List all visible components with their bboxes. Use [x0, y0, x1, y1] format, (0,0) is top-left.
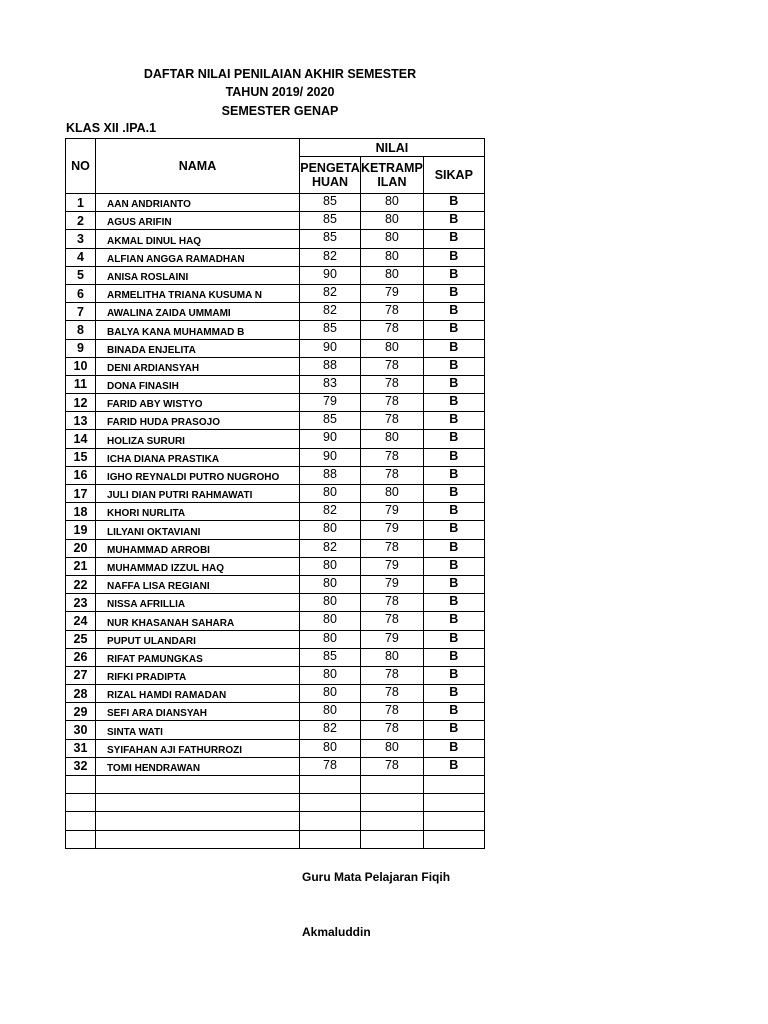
score-pengetahuan: 85 — [300, 648, 361, 666]
student-name: AWALINA ZAIDA UMMAMI — [96, 303, 300, 321]
table-row — [66, 321, 485, 339]
column-header-nama: NAMA — [96, 139, 300, 194]
empty-cell — [361, 776, 424, 794]
row-number: 30 — [66, 721, 96, 739]
empty-cell — [423, 812, 484, 830]
student-name: LILYANI OKTAVIANI — [96, 521, 300, 539]
student-name: BALYA KANA MUHAMMAD B — [96, 321, 300, 339]
empty-cell — [423, 794, 484, 812]
student-name: SEFI ARA DIANSYAH — [96, 703, 300, 721]
score-ketrampilan: 78 — [361, 412, 424, 430]
score-ketrampilan: 78 — [361, 303, 424, 321]
score-pengetahuan: 85 — [300, 412, 361, 430]
score-sikap: B — [423, 466, 484, 484]
document-year: TAHUN 2019/ 2020 — [225, 85, 335, 99]
score-ketrampilan: 80 — [361, 266, 424, 284]
table-row — [66, 521, 485, 539]
row-number: 19 — [66, 521, 96, 539]
score-pengetahuan: 80 — [300, 485, 361, 503]
student-name: RIFAT PAMUNGKAS — [96, 648, 300, 666]
empty-row — [66, 776, 485, 794]
score-pengetahuan: 82 — [300, 284, 361, 302]
score-sikap: B — [423, 594, 484, 612]
score-sikap: B — [423, 612, 484, 630]
score-sikap: B — [423, 739, 484, 757]
table-row — [66, 284, 485, 302]
document-title: DAFTAR NILAI PENILAIAN AKHIR SEMESTER — [143, 67, 417, 81]
score-ketrampilan: 80 — [361, 485, 424, 503]
score-ketrampilan: 78 — [361, 703, 424, 721]
score-pengetahuan: 90 — [300, 448, 361, 466]
row-number: 22 — [66, 575, 96, 593]
empty-cell — [66, 794, 96, 812]
student-name: BINADA ENJELITA — [96, 339, 300, 357]
table-row — [66, 339, 485, 357]
score-pengetahuan: 80 — [300, 666, 361, 684]
student-name: SYIFAHAN AJI FATHURROZI — [96, 739, 300, 757]
row-number: 12 — [66, 394, 96, 412]
score-sikap: B — [423, 503, 484, 521]
score-ketrampilan: 78 — [361, 594, 424, 612]
score-sikap: B — [423, 685, 484, 703]
table-row — [66, 721, 485, 739]
empty-cell — [300, 830, 361, 848]
empty-cell — [300, 794, 361, 812]
student-name: ARMELITHA TRIANA KUSUMA N — [96, 284, 300, 302]
score-ketrampilan: 80 — [361, 739, 424, 757]
row-number: 15 — [66, 448, 96, 466]
score-ketrampilan: 78 — [361, 466, 424, 484]
score-pengetahuan: 78 — [300, 757, 361, 775]
row-number: 23 — [66, 594, 96, 612]
student-name: IGHO REYNALDI PUTRO NUGROHO — [96, 466, 300, 484]
score-sikap: B — [423, 194, 484, 212]
score-sikap: B — [423, 339, 484, 357]
table-row — [66, 703, 485, 721]
table-row — [66, 739, 485, 757]
table-row — [66, 303, 485, 321]
student-name: SINTA WATI — [96, 721, 300, 739]
score-sikap: B — [423, 430, 484, 448]
student-name: TOMI HENDRAWAN — [96, 757, 300, 775]
table-row — [66, 485, 485, 503]
empty-cell — [66, 776, 96, 794]
row-number: 25 — [66, 630, 96, 648]
score-sikap: B — [423, 521, 484, 539]
table-row — [66, 666, 485, 684]
table-row — [66, 575, 485, 593]
score-ketrampilan: 80 — [361, 194, 424, 212]
row-number: 21 — [66, 557, 96, 575]
empty-cell — [66, 812, 96, 830]
row-number: 28 — [66, 685, 96, 703]
table-row — [66, 394, 485, 412]
student-name: ALFIAN ANGGA RAMADHAN — [96, 248, 300, 266]
column-header-sikap: SIKAP — [423, 157, 484, 194]
score-ketrampilan: 78 — [361, 757, 424, 775]
column-header-pengetahuan: PENGETA HUAN — [300, 157, 361, 194]
score-pengetahuan: 80 — [300, 630, 361, 648]
row-number: 1 — [66, 194, 96, 212]
row-number: 9 — [66, 339, 96, 357]
score-sikap: B — [423, 375, 484, 393]
score-pengetahuan: 82 — [300, 503, 361, 521]
empty-cell — [361, 830, 424, 848]
table-row — [66, 230, 485, 248]
table-row — [66, 412, 485, 430]
empty-row — [66, 812, 485, 830]
row-number: 13 — [66, 412, 96, 430]
table-row — [66, 594, 485, 612]
score-pengetahuan: 80 — [300, 703, 361, 721]
row-number: 27 — [66, 666, 96, 684]
score-sikap: B — [423, 303, 484, 321]
student-name: NUR KHASANAH SAHARA — [96, 612, 300, 630]
score-ketrampilan: 79 — [361, 521, 424, 539]
score-sikap: B — [423, 284, 484, 302]
table-row — [66, 539, 485, 557]
score-sikap: B — [423, 575, 484, 593]
row-number: 8 — [66, 321, 96, 339]
score-pengetahuan: 82 — [300, 303, 361, 321]
score-sikap: B — [423, 248, 484, 266]
empty-cell — [361, 812, 424, 830]
student-name: ICHA DIANA PRASTIKA — [96, 448, 300, 466]
score-ketrampilan: 80 — [361, 430, 424, 448]
score-sikap: B — [423, 630, 484, 648]
table-row — [66, 448, 485, 466]
student-name: HOLIZA SURURI — [96, 430, 300, 448]
score-sikap: B — [423, 321, 484, 339]
score-ketrampilan: 80 — [361, 248, 424, 266]
score-ketrampilan: 78 — [361, 612, 424, 630]
score-pengetahuan: 90 — [300, 266, 361, 284]
score-pengetahuan: 80 — [300, 685, 361, 703]
score-sikap: B — [423, 539, 484, 557]
empty-cell — [96, 776, 300, 794]
score-pengetahuan: 80 — [300, 739, 361, 757]
score-pengetahuan: 80 — [300, 594, 361, 612]
score-pengetahuan: 85 — [300, 212, 361, 230]
row-number: 16 — [66, 466, 96, 484]
table-row — [66, 503, 485, 521]
score-pengetahuan: 83 — [300, 375, 361, 393]
score-pengetahuan: 82 — [300, 721, 361, 739]
student-name: FARID HUDA PRASOJO — [96, 412, 300, 430]
score-pengetahuan: 88 — [300, 466, 361, 484]
student-name: KHORI NURLITA — [96, 503, 300, 521]
empty-cell — [96, 830, 300, 848]
score-sikap: B — [423, 703, 484, 721]
teacher-title: Guru Mata Pelajaran Fiqih — [302, 870, 451, 884]
row-number: 14 — [66, 430, 96, 448]
score-ketrampilan: 80 — [361, 648, 424, 666]
score-sikap: B — [423, 230, 484, 248]
score-sikap: B — [423, 485, 484, 503]
student-name: RIZAL HAMDI RAMADAN — [96, 685, 300, 703]
score-ketrampilan: 79 — [361, 557, 424, 575]
row-number: 18 — [66, 503, 96, 521]
row-number: 4 — [66, 248, 96, 266]
student-name: FARID ABY WISTYO — [96, 394, 300, 412]
row-number: 20 — [66, 539, 96, 557]
empty-row — [66, 794, 485, 812]
score-ketrampilan: 78 — [361, 321, 424, 339]
table-row — [66, 248, 485, 266]
score-sikap: B — [423, 357, 484, 375]
table-row — [66, 375, 485, 393]
document-semester: SEMESTER GENAP — [221, 104, 339, 118]
score-pengetahuan: 79 — [300, 394, 361, 412]
table-row — [66, 266, 485, 284]
score-pengetahuan: 80 — [300, 557, 361, 575]
score-ketrampilan: 80 — [361, 212, 424, 230]
class-label: KLAS XII .IPA.1 — [66, 121, 157, 135]
score-sikap: B — [423, 266, 484, 284]
score-sikap: B — [423, 557, 484, 575]
empty-row — [66, 830, 485, 848]
table-row — [66, 430, 485, 448]
teacher-name: Akmaluddin — [302, 925, 371, 939]
score-sikap: B — [423, 394, 484, 412]
column-header-nilai: NILAI — [300, 139, 485, 157]
empty-cell — [300, 776, 361, 794]
score-pengetahuan: 80 — [300, 575, 361, 593]
score-pengetahuan: 90 — [300, 430, 361, 448]
row-number: 17 — [66, 485, 96, 503]
student-name: AAN ANDRIANTO — [96, 194, 300, 212]
row-number: 11 — [66, 375, 96, 393]
score-pengetahuan: 80 — [300, 521, 361, 539]
score-ketrampilan: 79 — [361, 503, 424, 521]
score-pengetahuan: 85 — [300, 230, 361, 248]
score-pengetahuan: 82 — [300, 539, 361, 557]
score-ketrampilan: 78 — [361, 666, 424, 684]
score-ketrampilan: 78 — [361, 539, 424, 557]
score-ketrampilan: 79 — [361, 575, 424, 593]
row-number: 6 — [66, 284, 96, 302]
table-row — [66, 466, 485, 484]
student-name: DENI ARDIANSYAH — [96, 357, 300, 375]
row-number: 31 — [66, 739, 96, 757]
score-ketrampilan: 80 — [361, 230, 424, 248]
empty-cell — [423, 776, 484, 794]
row-number: 29 — [66, 703, 96, 721]
score-sikap: B — [423, 412, 484, 430]
table-row — [66, 630, 485, 648]
student-name: AKMAL DINUL HAQ — [96, 230, 300, 248]
score-sikap: B — [423, 666, 484, 684]
score-ketrampilan: 78 — [361, 357, 424, 375]
row-number: 24 — [66, 612, 96, 630]
student-name: RIFKI PRADIPTA — [96, 666, 300, 684]
score-pengetahuan: 88 — [300, 357, 361, 375]
student-name: PUPUT ULANDARI — [96, 630, 300, 648]
score-pengetahuan: 82 — [300, 248, 361, 266]
empty-cell — [96, 812, 300, 830]
score-ketrampilan: 78 — [361, 394, 424, 412]
table-row — [66, 357, 485, 375]
row-number: 7 — [66, 303, 96, 321]
score-sikap: B — [423, 648, 484, 666]
row-number: 2 — [66, 212, 96, 230]
student-name: JULI DIAN PUTRI RAHMAWATI — [96, 485, 300, 503]
table-row — [66, 685, 485, 703]
table-row — [66, 648, 485, 666]
row-number: 5 — [66, 266, 96, 284]
score-sikap: B — [423, 448, 484, 466]
grades-table — [65, 138, 485, 849]
score-ketrampilan: 79 — [361, 630, 424, 648]
score-ketrampilan: 78 — [361, 685, 424, 703]
student-name: MUHAMMAD IZZUL HAQ — [96, 557, 300, 575]
empty-cell — [66, 830, 96, 848]
score-ketrampilan: 78 — [361, 721, 424, 739]
table-row — [66, 194, 485, 212]
score-pengetahuan: 85 — [300, 321, 361, 339]
empty-cell — [423, 830, 484, 848]
score-ketrampilan: 79 — [361, 284, 424, 302]
table-row — [66, 557, 485, 575]
score-pengetahuan: 85 — [300, 194, 361, 212]
score-sikap: B — [423, 212, 484, 230]
empty-cell — [96, 794, 300, 812]
student-name: AGUS ARIFIN — [96, 212, 300, 230]
row-number: 26 — [66, 648, 96, 666]
student-name: NAFFA LISA REGIANI — [96, 575, 300, 593]
score-pengetahuan: 90 — [300, 339, 361, 357]
score-ketrampilan: 80 — [361, 339, 424, 357]
student-name: NISSA AFRILLIA — [96, 594, 300, 612]
student-name: DONA FINASIH — [96, 375, 300, 393]
score-ketrampilan: 78 — [361, 375, 424, 393]
column-header-ketrampilan: KETRAMP ILAN — [361, 157, 424, 194]
score-sikap: B — [423, 721, 484, 739]
student-name: MUHAMMAD ARROBI — [96, 539, 300, 557]
row-number: 10 — [66, 357, 96, 375]
table-row — [66, 757, 485, 775]
score-ketrampilan: 78 — [361, 448, 424, 466]
row-number: 3 — [66, 230, 96, 248]
column-header-no: NO — [66, 139, 96, 194]
score-sikap: B — [423, 757, 484, 775]
empty-cell — [361, 794, 424, 812]
empty-cell — [300, 812, 361, 830]
row-number: 32 — [66, 757, 96, 775]
score-pengetahuan: 80 — [300, 612, 361, 630]
student-name: ANISA ROSLAINI — [96, 266, 300, 284]
table-row — [66, 612, 485, 630]
table-row — [66, 212, 485, 230]
